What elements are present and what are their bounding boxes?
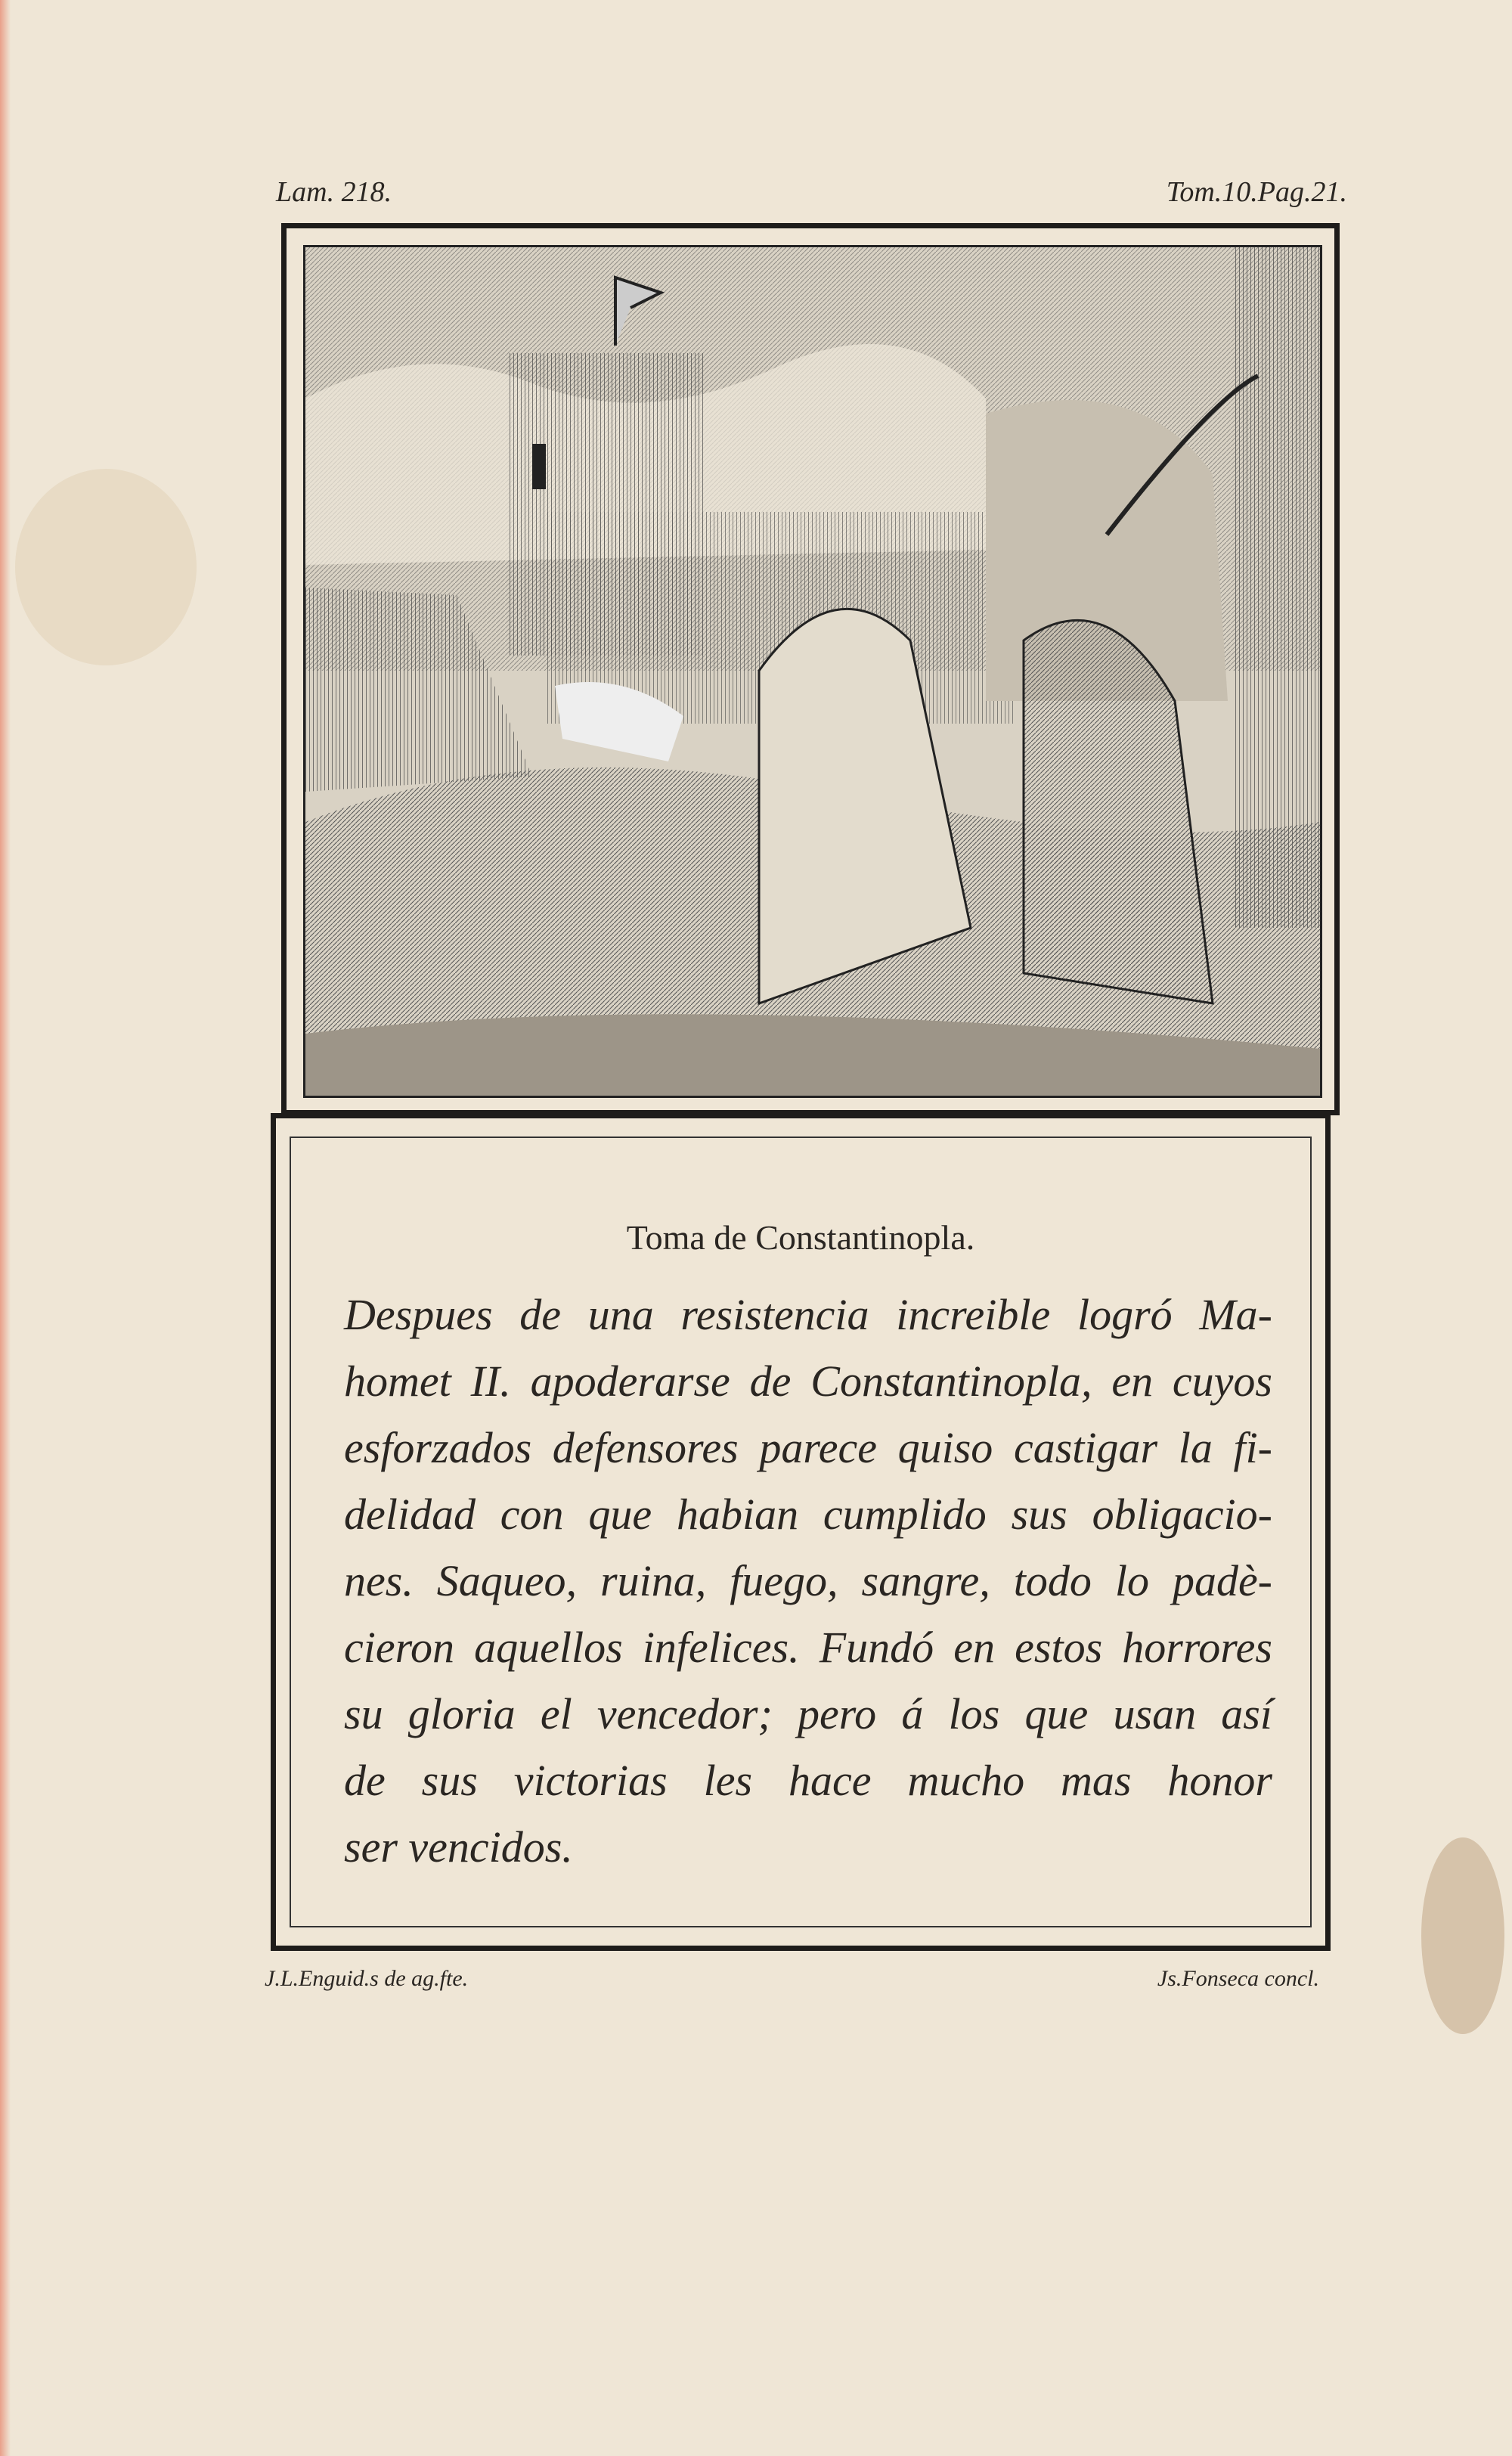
- paper-stain: [15, 469, 197, 665]
- finisher-credit: Js.Fonseca concl.: [1157, 1966, 1319, 1991]
- plate-number: Lam. 218.: [276, 176, 392, 208]
- caption-box: [271, 1113, 1331, 1951]
- paper-stain: [1421, 1837, 1504, 2034]
- caption-line: nes. Saqueo, ruina, fuego, sangre, todo lo padè-: [344, 1556, 1272, 1605]
- caption-title: Toma de Constantinopla.: [626, 1218, 975, 1257]
- caption-line: esforzados defensores parece quiso castigar la fi-: [344, 1423, 1272, 1472]
- caption-line: Despues de una resistencia increible logró Ma-: [344, 1290, 1272, 1339]
- volume-page: Tom.10.Pag.21.: [1166, 176, 1347, 208]
- caption-line: de sus victorias les hace mucho mas honor: [344, 1756, 1272, 1805]
- engraving-frame: [281, 223, 1340, 1115]
- engraving-illustration: [303, 245, 1322, 1098]
- engraver-credit: J.L.Enguid.s de ag.fte.: [265, 1966, 469, 1991]
- caption-line: homet II. apoderarse de Constantinopla, en cuyos: [344, 1357, 1272, 1406]
- caption-line: su gloria el vencedor; pero á los que usan así: [344, 1689, 1272, 1738]
- caption-line: ser vencidos.: [344, 1822, 573, 1871]
- caption-line: cieron aquellos infelices. Fundó en estos horrores: [344, 1623, 1272, 1672]
- paper-edge: [0, 0, 11, 2456]
- caption-line: delidad con que habian cumplido sus obligacio-: [344, 1490, 1272, 1539]
- caption-text: [344, 1282, 1272, 1881]
